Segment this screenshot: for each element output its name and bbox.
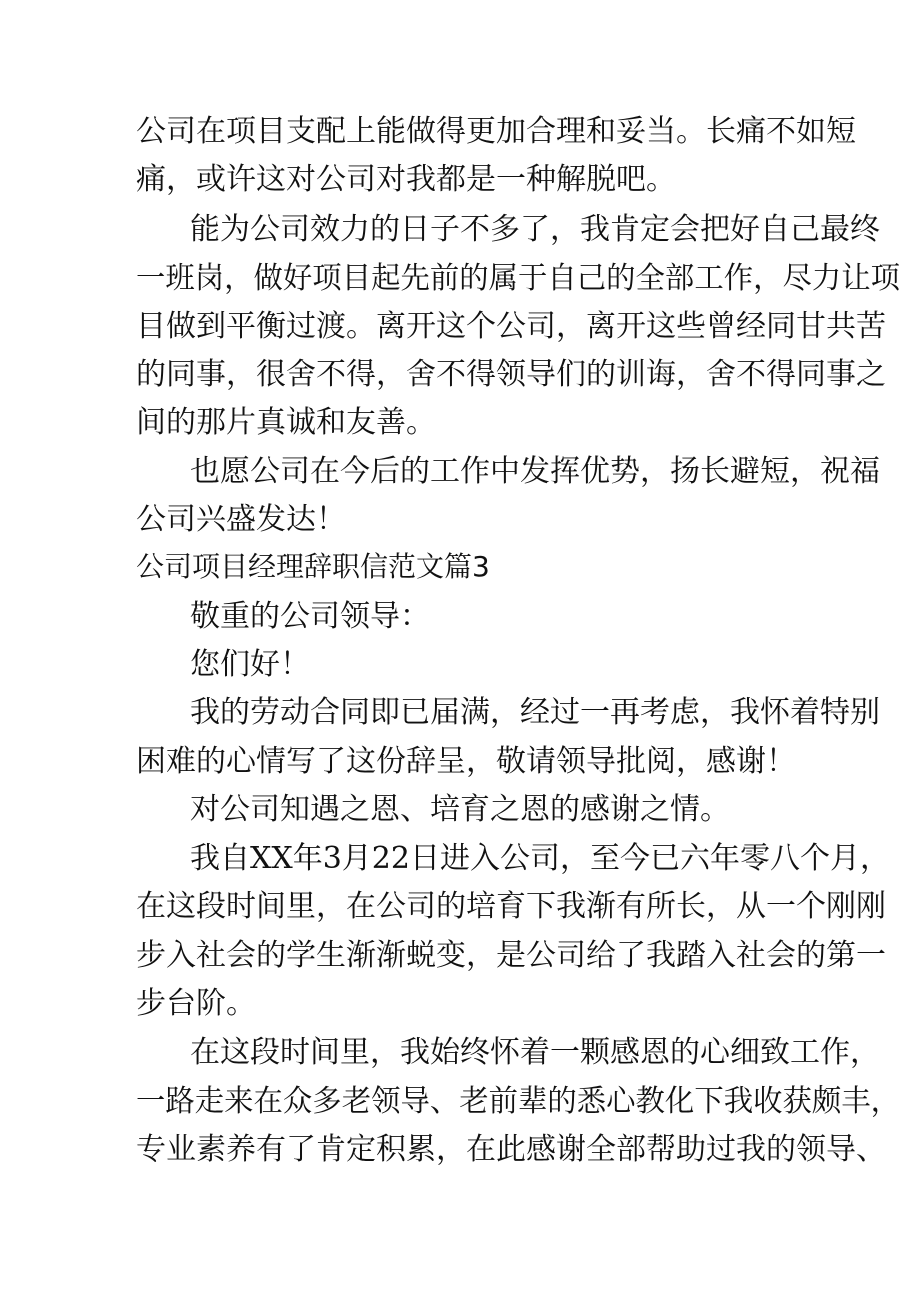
paragraph-line: 一路走来在众多老领导、老前辈的悉心教化下我收获颇丰， <box>136 1084 901 1119</box>
paragraph-line: 能为公司效力的日子不多了，我肯定会把好自己最终 <box>190 212 880 247</box>
paragraph-line: 痛，或许这对公司对我都是一种解脱吧。 <box>136 162 676 197</box>
paragraph-line: 困难的心情写了这份辞呈，敬请领导批阅，感谢！ <box>136 744 796 779</box>
paragraph-line: 专业素养有了肯定积累，在此感谢全部帮助过我的领导、 <box>136 1132 886 1167</box>
paragraph-line: 间的那片真诚和友善。 <box>136 405 436 440</box>
paragraph-line: 目做到平衡过渡。离开这个公司，离开这些曾经同甘共苦 <box>136 309 886 344</box>
greeting: 您们好！ <box>190 647 310 682</box>
paragraph-line: 步台阶。 <box>136 986 256 1021</box>
paragraph-line: 公司在项目支配上能做得更加合理和妥当。长痛不如短 <box>136 114 856 149</box>
paragraph-line: 在这段时间里，在公司的培育下我渐有所长，从一个刚刚 <box>136 889 886 924</box>
paragraph-line: 在这段时间里，我始终怀着一颗感恩的心细致工作， <box>190 1035 880 1070</box>
paragraph-line: 我的劳动合同即已届满，经过一再考虑，我怀着特别 <box>190 695 880 730</box>
paragraph-line: 我自XX年3月22日进入公司，至今已六年零八个月， <box>190 841 890 876</box>
paragraph-line: 也愿公司在今后的工作中发挥优势，扬长避短，祝福 <box>190 454 880 489</box>
paragraph-line: 一班岗，做好项目起先前的属于自己的全部工作，尽力让项 <box>136 261 901 296</box>
section-heading: 公司项目经理辞职信范文篇3 <box>136 550 490 583</box>
paragraph-line: 公司兴盛发达！ <box>136 502 346 537</box>
salutation: 敬重的公司领导： <box>190 599 430 634</box>
paragraph-line: 的同事，很舍不得，舍不得领导们的训诲，舍不得同事之 <box>136 357 886 392</box>
paragraph-line: 步入社会的学生渐渐蜕变，是公司给了我踏入社会的第一 <box>136 938 886 973</box>
paragraph-line: 对公司知遇之恩、培育之恩的感谢之情。 <box>190 792 730 827</box>
